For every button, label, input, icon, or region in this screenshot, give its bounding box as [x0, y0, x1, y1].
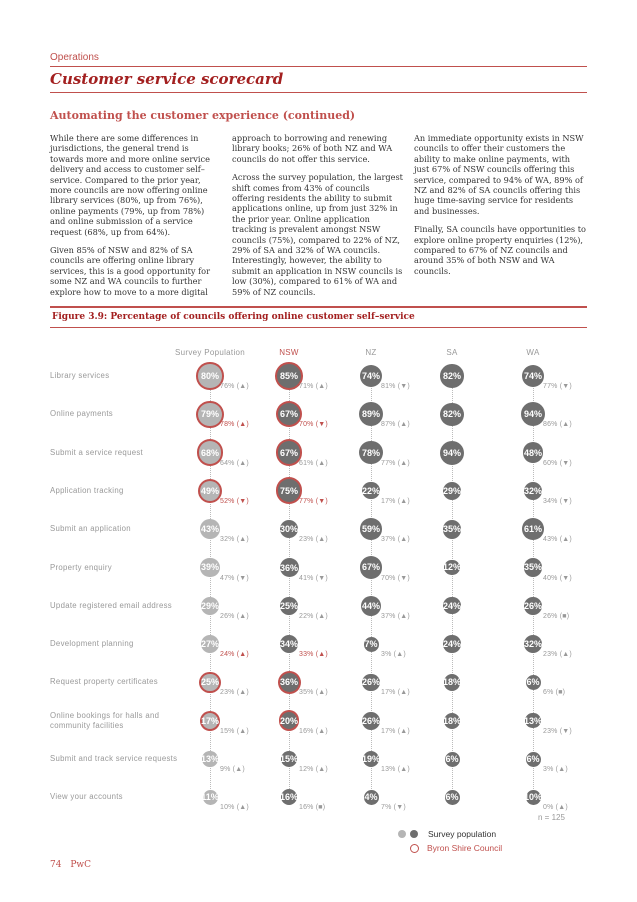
page-title: Customer service scorecard	[50, 70, 284, 88]
prior-year-value: 87% (▲)	[381, 421, 410, 429]
bubble-nz: 44%	[361, 596, 381, 616]
text-column-1	[50, 133, 222, 305]
bubble-sa: 29%	[443, 482, 461, 500]
bubble-nsw: 30%	[280, 520, 298, 538]
bubble-survey: 49%	[200, 481, 221, 502]
row-label: Submit an application	[50, 524, 131, 534]
prior-year-value: 37% (▲)	[381, 612, 410, 620]
bubble-nsw: 36%	[280, 558, 299, 577]
prior-year-value: 60% (▼)	[543, 459, 572, 467]
bubble-sa: 6%	[445, 790, 460, 805]
prior-year-value: 37% (▲)	[381, 536, 410, 544]
column-header-survey: Survey Population	[174, 348, 246, 357]
bubble-sa: 82%	[440, 403, 464, 427]
bubble-survey: 39%	[200, 558, 219, 577]
row-label: Property enquiry	[50, 562, 113, 572]
bubble-wa: 6%	[526, 752, 541, 767]
prior-year-value: 16% (■)	[299, 804, 326, 812]
prior-year-value: 23% (▲)	[299, 536, 328, 544]
bubble-sa: 94%	[440, 441, 464, 465]
page-number: 74	[50, 860, 62, 870]
prior-year-value: 81% (▼)	[381, 383, 410, 390]
bubble-survey: 27%	[201, 635, 219, 653]
bubble-sa: 35%	[443, 520, 462, 539]
prior-year-value: 17% (▲)	[381, 727, 410, 735]
prior-year-value: 77% (▼)	[299, 497, 328, 505]
prior-year-value: 22% (▲)	[299, 612, 328, 620]
prior-year-value: 43% (▲)	[543, 536, 572, 544]
bubble-sa: 18%	[444, 674, 460, 690]
prior-year-value: 24% (▲)	[220, 651, 249, 659]
figure-title-rule	[50, 327, 587, 328]
column-guide-nz	[371, 365, 372, 805]
column-header-wa: WA	[526, 348, 540, 357]
prior-year-value: 40% (▼)	[543, 574, 572, 582]
prior-year-value: 3% (▲)	[543, 766, 568, 773]
prior-year-value: 23% (▲)	[220, 689, 249, 697]
bubble-survey: 43%	[200, 519, 220, 539]
prior-year-value: 6% (■)	[543, 689, 566, 697]
bubble-wa: 35%	[524, 558, 543, 577]
prior-year-value: 61% (▲)	[299, 459, 328, 467]
section-label: Operations	[50, 52, 99, 63]
paragraph: Across the survey population, the largest shift comes from 43% of councils offering residents the ability to submit applications online, up from just 32% in the prior year. Online application tracking is prevalent amongst NSW councils (75%), compared to 22% of NZ, 29% of SA and 32% of WA councils. Interestingly, however, the ability to submit an application in NSW councils is low (30%), compared to 61% of WA and 59% of NZ councils.	[232, 172, 403, 297]
bubble-sa: 24%	[443, 635, 460, 652]
column-guide-nsw	[289, 365, 290, 805]
bubble-nsw: 85%	[277, 364, 301, 388]
bubble-sa: 6%	[445, 752, 460, 767]
prior-year-value: 23% (▼)	[543, 727, 572, 735]
section-subtitle: Automating the customer experience (continued)	[50, 109, 356, 122]
bubble-nsw: 20%	[281, 712, 298, 729]
bubble-survey: 25%	[201, 674, 219, 692]
prior-year-value: 15% (▲)	[220, 727, 249, 735]
paragraph: approach to borrowing and renewing library books; 26% of both NZ and WA councils do not offer this service.	[232, 133, 393, 164]
bubble-survey: 17%	[202, 713, 218, 729]
row-label: Update registered email address	[50, 600, 172, 610]
bubble-survey: 68%	[199, 441, 221, 463]
bubble-survey: 80%	[198, 364, 221, 387]
bubble-wa: 32%	[524, 482, 542, 500]
top-rule	[50, 66, 587, 67]
column-header-nz: NZ	[365, 348, 377, 357]
bubble-wa: 74%	[522, 365, 545, 388]
prior-year-value: 26% (■)	[543, 612, 570, 620]
bubble-wa: 6%	[526, 675, 541, 690]
prior-year-value: 70% (▼)	[299, 421, 328, 429]
legend-survey	[398, 829, 496, 839]
row-label: Online payments	[50, 409, 114, 419]
bubble-nsw: 15%	[281, 751, 297, 767]
column-guide-survey	[210, 365, 211, 805]
bubble-nz: 89%	[359, 402, 383, 426]
row-label: Online bookings for halls and community facilities	[50, 710, 160, 730]
bubble-wa: 13%	[525, 713, 540, 728]
legend-council-label: Byron Shire Council	[427, 843, 503, 853]
prior-year-value: 35% (▲)	[299, 689, 328, 697]
column-header-sa: SA	[446, 348, 458, 357]
prior-year-value: 33% (▲)	[299, 651, 328, 659]
prior-year-value: 77% (▼)	[543, 383, 572, 390]
prior-year-value: 13% (▲)	[381, 766, 410, 773]
legend-survey-label: Survey population	[428, 829, 497, 839]
prior-year-value: 78% (▲)	[220, 421, 249, 429]
prior-year-value: 12% (▲)	[299, 766, 328, 773]
prior-year-value: 23% (▲)	[543, 651, 572, 659]
dark-dot-icon	[410, 830, 418, 838]
bubble-nz: 59%	[360, 518, 382, 540]
row-label: Development planning	[50, 639, 134, 649]
prior-year-value: 47% (▼)	[220, 574, 249, 582]
bubble-nz: 26%	[362, 674, 380, 692]
text-column-3	[414, 133, 586, 284]
text-column-2	[232, 133, 404, 305]
bubble-nz: 7%	[364, 637, 379, 652]
prior-year-value: 10% (▲)	[220, 804, 249, 812]
bubble-survey: 11%	[203, 790, 218, 805]
column-header-nsw: NSW	[279, 348, 299, 357]
bubble-sa: 24%	[443, 597, 460, 614]
prior-year-value: 34% (▼)	[543, 497, 572, 505]
bubble-nz: 26%	[362, 712, 380, 730]
bubble-nsw: 16%	[281, 789, 297, 805]
footer-brand: PwC	[70, 860, 91, 870]
row-label: Submit and track service requests	[50, 754, 178, 763]
prior-year-value: 64% (▲)	[220, 459, 249, 467]
bubble-nz: 78%	[359, 441, 382, 464]
row-label: Request property certificates	[50, 677, 158, 687]
bubble-survey: 79%	[198, 403, 221, 426]
figure-top-rule	[50, 306, 587, 308]
bubble-nz: 74%	[360, 365, 383, 388]
prior-year-value: 26% (▲)	[220, 612, 249, 620]
bubble-wa: 61%	[522, 518, 544, 540]
prior-year-value: 52% (▼)	[220, 497, 249, 505]
bubble-wa: 32%	[524, 635, 542, 653]
page-footer	[50, 860, 91, 870]
bubble-wa: 10%	[526, 790, 541, 805]
paragraph: An immediate opportunity exists in NSW councils to offer their customers the ability to make online payments, with just 67% of NSW councils offering this service, compared to 94% of WA, 89% of NZ and 82% of SA councils offering this huge time-saving service for residents and businesses.	[414, 133, 584, 216]
bubble-nsw: 25%	[280, 597, 298, 615]
row-label: Submit a service request	[50, 447, 144, 457]
row-label: Library services	[50, 371, 110, 380]
bubble-nsw: 67%	[278, 403, 300, 425]
bubble-nsw: 75%	[278, 479, 301, 502]
prior-year-value: 0% (▲)	[543, 804, 568, 812]
bubble-wa: 94%	[521, 402, 545, 426]
prior-year-value: 9% (▲)	[220, 766, 245, 773]
prior-year-value: 77% (▲)	[381, 459, 410, 467]
title-rule	[50, 92, 587, 93]
prior-year-value: 7% (▼)	[381, 804, 406, 812]
bubble-nsw: 67%	[278, 441, 300, 463]
bubble-nz: 67%	[360, 556, 382, 578]
prior-year-value: 16% (▲)	[299, 727, 328, 735]
column-guide-sa	[452, 365, 453, 805]
paragraph: While there are some differences in jurisdictions, the general trend is towards more and more online service delivery and access to customer self–service. Compared to the prior year, more councils are now offering online library services (80%, up from 76%), online payments (79%, up from 78%) and online submission of a service request (68%, up from 64%).	[50, 133, 210, 237]
ring-icon	[410, 844, 419, 853]
prior-year-value: 32% (▲)	[220, 536, 249, 544]
bubble-sa: 82%	[440, 364, 464, 388]
light-dot-icon	[398, 830, 406, 838]
sample-size: n = 125	[538, 813, 565, 822]
legend-council	[410, 843, 502, 853]
bubble-nz: 22%	[362, 482, 379, 499]
column-guide-wa	[533, 365, 534, 805]
bubble-sa: 12%	[444, 560, 459, 575]
prior-year-value: 41% (▼)	[299, 574, 328, 582]
prior-year-value: 70% (▼)	[381, 574, 410, 582]
prior-year-value: 17% (▲)	[381, 497, 410, 505]
bubble-nsw: 34%	[280, 635, 299, 654]
bubble-nsw: 36%	[280, 673, 299, 692]
paragraph: Given 85% of NSW and 82% of SA councils are offering online library services, this is a good opportunity for some NZ and WA councils to further explore how to move to a more digital	[50, 245, 210, 297]
bubble-wa: 26%	[524, 597, 542, 615]
prior-year-value: 17% (▲)	[381, 689, 410, 697]
prior-year-value: 3% (▲)	[381, 651, 406, 659]
row-label: View your accounts	[50, 792, 123, 802]
prior-year-value: 86% (▲)	[543, 421, 572, 429]
bubble-survey: 13%	[202, 751, 217, 766]
bubble-wa: 48%	[523, 442, 543, 462]
prior-year-value: 76% (▲)	[220, 383, 249, 390]
row-label: Application tracking	[50, 485, 124, 495]
paragraph: Finally, SA councils have opportunities to explore online property enquiries (12%), compared to 67% of NZ councils and around 35% of both NSW and WA councils.	[414, 224, 586, 276]
bubble-nz: 4%	[364, 790, 379, 805]
bubble-survey: 29%	[201, 597, 219, 615]
figure-title: Figure 3.9: Percentage of councils offering online customer self–service	[52, 312, 415, 322]
bubble-sa: 18%	[444, 713, 460, 729]
prior-year-value: 71% (▲)	[299, 383, 328, 390]
bubble-nz: 19%	[363, 751, 380, 768]
